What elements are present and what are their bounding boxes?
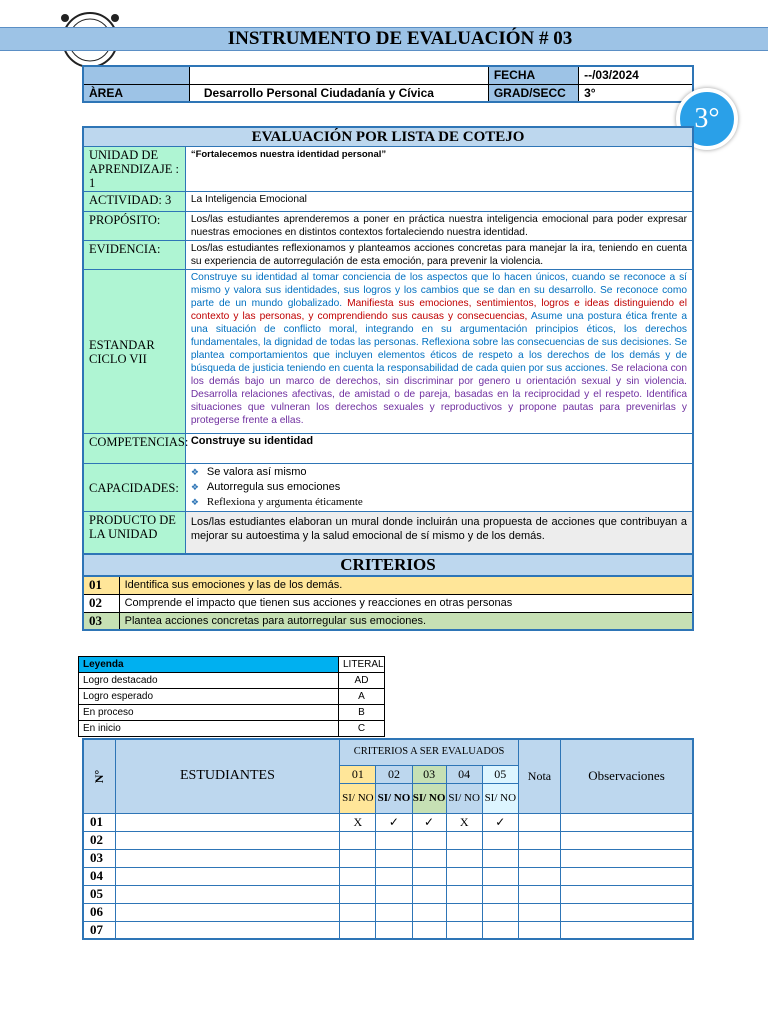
criterio-row (83, 576, 693, 594)
leyenda-literal: A (339, 689, 385, 705)
student-name-cell[interactable] (115, 831, 340, 849)
student-row (83, 903, 693, 921)
diamond-bullet-icon: ❖ (190, 467, 199, 477)
criterio-row (83, 612, 693, 630)
mark-cell[interactable] (340, 831, 376, 849)
capacidades-label: CAPACIDADES: (83, 464, 185, 512)
capacidad-item: ❖ Reflexiona y argumenta éticamente (190, 496, 363, 508)
mark-cell[interactable] (412, 831, 446, 849)
mark-cell[interactable] (482, 867, 518, 885)
sino-label: SI/ NO (482, 783, 518, 813)
criterios-table (82, 575, 694, 631)
evidencia-label: EVIDENCIA: (83, 241, 185, 270)
student-number: 06 (83, 903, 115, 921)
student-row (83, 831, 693, 849)
leyenda-literal: C (339, 721, 385, 737)
criterio-number: 03 (83, 612, 119, 630)
mark-cell[interactable] (376, 867, 412, 885)
mark-cell[interactable] (376, 849, 412, 867)
estandar-text-2: Manifiesta sus emociones, sentimientos, logros e ideas distinguiendo el contexto y las personas, y comprendiendo sus causas y consecuencias, (190, 298, 687, 322)
criterio-row (83, 594, 693, 612)
sino-label: SI/ NO (412, 783, 446, 813)
estandar-label: ESTANDAR CICLO VII (83, 270, 185, 434)
observaciones-cell[interactable] (561, 849, 693, 867)
estandar-text-4: Se relaciona con los demás bajo un marco de derechos, sin discriminar por genero u orientación sexual y sin violencia. Desarrolla relaciones afectivas, de amistad o de pareja, basadas en la reciprocidad y el respeto. Identifica situaciones que vulneran los derechos sexuales y reproductivos y propone pautas para prevenirlas y protegerse frente a ellas. (190, 363, 688, 426)
mark-cell[interactable] (340, 885, 376, 903)
student-name-cell[interactable] (115, 903, 340, 921)
fecha-value: --/03/2024 (579, 66, 693, 84)
student-number: 05 (83, 885, 115, 903)
criterio-col-05: 05 (482, 765, 518, 783)
estandar-text-3: Asume una postura ética frente a una situación de conflicto moral, integrando en su argumentación principios éticos, los derechos fundamentales, la dignidad de todas las personas. Reflexiona sobre las consecuencias de sus decisiones. Se plantea comportamientos que incluyen elementos éticos de respeto a los derechos de los demás y de búsqueda de justicia teniendo en cuenta la responsabilidad de cada quien por sus acciones. (190, 311, 687, 374)
students-body (83, 813, 693, 939)
observaciones-cell[interactable] (561, 885, 693, 903)
unidad-label: UNIDAD DE APRENDIZAJE : 1 (83, 147, 185, 192)
competencia-value: Construye su identidad (185, 434, 693, 464)
sino-label: SI/ NO (446, 783, 482, 813)
mark-cell[interactable] (482, 921, 518, 939)
sino-label: SI/ NO (340, 783, 376, 813)
criterio-text: Comprende el impacto que tienen sus acciones y reacciones en otras personas (119, 594, 693, 612)
student-name-cell[interactable] (115, 849, 340, 867)
leyenda-label: Logro destacado (79, 673, 339, 689)
grad-value: 3° (579, 84, 693, 102)
capacidad-item: ❖ Autorregula sus emociones (190, 481, 341, 493)
mark-cell[interactable]: ✓ (412, 813, 446, 831)
student-number: 04 (83, 867, 115, 885)
mark-cell[interactable] (340, 903, 376, 921)
capacidades-list (185, 464, 693, 512)
mark-cell[interactable] (446, 885, 482, 903)
student-name-cell[interactable] (115, 813, 340, 831)
leyenda-heading: Leyenda (79, 657, 339, 673)
area-value: Desarrollo Personal Ciudadanía y Cívica (189, 84, 488, 102)
observaciones-cell[interactable] (561, 903, 693, 921)
student-number: 01 (83, 813, 115, 831)
mark-cell[interactable] (446, 831, 482, 849)
literal-heading: LITERAL (339, 657, 385, 673)
estudiantes-header: ESTUDIANTES (115, 739, 340, 813)
mark-cell[interactable] (446, 867, 482, 885)
sino-label: SI/ NO (376, 783, 412, 813)
students-table (82, 738, 694, 940)
producto-value: Los/las estudiantes elaboran un mural donde incluirán una propuesta de acciones que contribuyan a mejorar su autoestima y la salud emocional de sí mismo y de los demás. (185, 512, 693, 556)
actividad-label: ACTIVIDAD: 3 (83, 192, 185, 212)
student-number: 02 (83, 831, 115, 849)
mark-cell[interactable]: X (446, 813, 482, 831)
criterio-number: 01 (83, 576, 119, 594)
student-row (83, 921, 693, 939)
proposito-value: Los/las estudiantes aprenderemos a poner en práctica nuestra inteligencia emocional para poder expresar nuestras emociones en distintos contextos fortaleciendo nuestra identidad. (185, 212, 693, 241)
competencia-label: COMPETENCIAS: (83, 434, 185, 464)
mark-cell[interactable] (376, 921, 412, 939)
criterios-heading: CRITERIOS (82, 553, 694, 575)
student-name-cell[interactable] (115, 921, 340, 939)
mark-cell[interactable]: ✓ (482, 813, 518, 831)
fecha-label: FECHA (488, 66, 578, 84)
mark-cell[interactable] (482, 849, 518, 867)
mark-cell[interactable] (482, 903, 518, 921)
estandar-text-1: Construye su identidad al tomar conciencia de los aspectos que lo hacen únicos, cuando se reconoce a sí mismo y valora sus identidades, sus logros y los cambios que se dan en su desarrollo. Se reconoce como parte de un mundo globalizado. (190, 272, 687, 309)
info-empty-label (83, 66, 189, 84)
leyenda-label: En inicio (79, 721, 339, 737)
mark-cell[interactable] (446, 849, 482, 867)
student-row (83, 867, 693, 885)
mark-cell[interactable] (412, 867, 446, 885)
criterio-number: 02 (83, 594, 119, 612)
grade-badge: 3° (676, 88, 738, 150)
mark-cell[interactable] (340, 921, 376, 939)
observaciones-cell[interactable] (561, 867, 693, 885)
capacidad-item: ❖ Se valora así mismo (190, 466, 307, 478)
cotejo-heading: EVALUACIÓN POR LISTA DE COTEJO (83, 127, 693, 147)
nota-header: Nota (518, 739, 560, 813)
mark-cell[interactable] (412, 903, 446, 921)
mark-cell[interactable] (446, 921, 482, 939)
area-label: ÀREA (83, 84, 189, 102)
unidad-value: “Fortalecemos nuestra identidad personal” (185, 147, 693, 192)
mark-cell[interactable] (376, 885, 412, 903)
diamond-bullet-icon: ❖ (190, 482, 199, 492)
nota-cell[interactable] (518, 867, 560, 885)
mark-cell[interactable] (412, 885, 446, 903)
nota-cell[interactable] (518, 885, 560, 903)
mark-cell[interactable] (482, 831, 518, 849)
student-number: 07 (83, 921, 115, 939)
student-row (83, 849, 693, 867)
mark-cell[interactable] (340, 849, 376, 867)
criterios-evaluados-header: CRITERIOS A SER EVALUADOS (340, 739, 519, 765)
nota-cell[interactable] (518, 921, 560, 939)
nota-cell[interactable] (518, 813, 560, 831)
nota-cell[interactable] (518, 831, 560, 849)
observaciones-header: Observaciones (561, 739, 693, 813)
leyenda-label: En proceso (79, 705, 339, 721)
mark-cell[interactable]: ✓ (376, 813, 412, 831)
grad-label: GRAD/SECC (488, 84, 578, 102)
leyenda-label: Logro esperado (79, 689, 339, 705)
observaciones-cell[interactable] (561, 831, 693, 849)
nota-cell[interactable] (518, 903, 560, 921)
observaciones-cell[interactable] (561, 813, 693, 831)
info-empty-value (189, 66, 488, 84)
criterio-col-04: 04 (446, 765, 482, 783)
mark-cell[interactable] (412, 849, 446, 867)
proposito-label: PROPÓSITO: (83, 212, 185, 241)
page-title: INSTRUMENTO DE EVALUACIÓN # 03 (227, 28, 573, 49)
student-row (83, 813, 693, 831)
student-name-cell[interactable] (115, 867, 340, 885)
leyenda-literal: B (339, 705, 385, 721)
mark-cell[interactable] (376, 831, 412, 849)
mark-cell[interactable] (446, 903, 482, 921)
criterio-col-01: 01 (340, 765, 376, 783)
producto-label: PRODUCTO DE LA UNIDAD (83, 512, 185, 556)
leyenda-literal: AD (339, 673, 385, 689)
criterio-text: Plantea acciones concretas para autorregular sus emociones. (119, 612, 693, 630)
n-header: N° (83, 739, 115, 813)
diamond-bullet-icon: ❖ (190, 497, 199, 507)
mark-cell[interactable]: X (340, 813, 376, 831)
mark-cell[interactable] (412, 921, 446, 939)
criterio-col-03: 03 (412, 765, 446, 783)
criterio-text: Identifica sus emociones y las de los demás. (119, 576, 693, 594)
student-row (83, 885, 693, 903)
student-name-cell[interactable] (115, 885, 340, 903)
actividad-value: La Inteligencia Emocional (185, 192, 693, 212)
mark-cell[interactable] (376, 903, 412, 921)
mark-cell[interactable] (340, 867, 376, 885)
observaciones-cell[interactable] (561, 921, 693, 939)
student-number: 03 (83, 849, 115, 867)
criterio-col-02: 02 (376, 765, 412, 783)
evidencia-value: Los/las estudiantes reflexionamos y planteamos acciones concretas para manejar la ira, teniendo en cuenta su experiencia de autorregulación de esta emoción, para prevenir la violencia. (185, 241, 693, 270)
info-table (82, 65, 694, 103)
mark-cell[interactable] (482, 885, 518, 903)
estandar-value (185, 270, 693, 434)
cotejo-table (82, 126, 694, 557)
leyenda-table (78, 656, 385, 737)
nota-cell[interactable] (518, 849, 560, 867)
